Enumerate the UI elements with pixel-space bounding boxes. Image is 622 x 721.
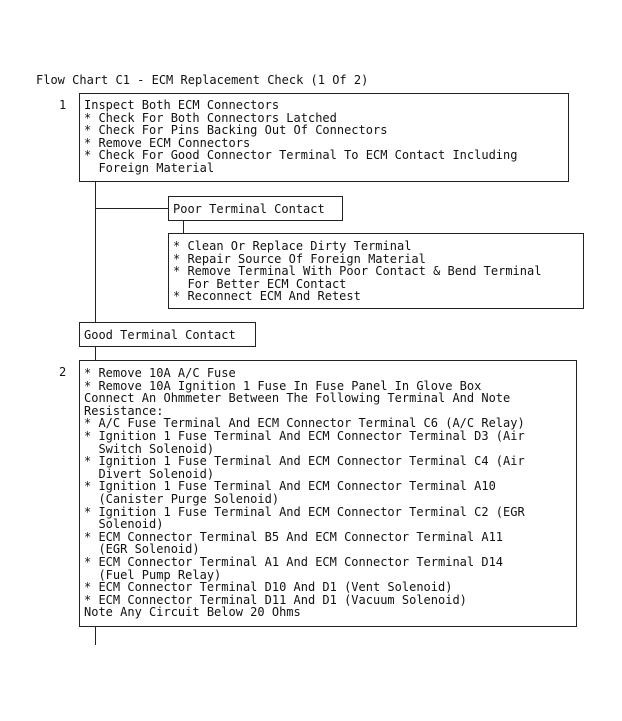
step-2-line: * Ignition 1 Fuse Terminal And ECM Connector Terminal C4 (Air <box>84 454 525 469</box>
step-2-line: Solenoid) <box>84 517 164 532</box>
poor-contact-action: For Better ECM Contact <box>173 276 347 291</box>
step-2-line: * A/C Fuse Terminal And ECM Connector Terminal C6 (A/C Relay) <box>84 416 525 431</box>
step-1-number: 1 <box>59 98 67 112</box>
step-2-number: 2 <box>59 365 67 379</box>
step-1-line: Inspect Both ECM Connectors <box>84 98 280 112</box>
poor-contact-action: * Repair Source Of Foreign Material <box>173 251 426 266</box>
step-2-line: * ECM Connector Terminal A1 And ECM Connector Terminal D14 <box>84 554 504 569</box>
poor-contact-action: * Remove Terminal With Poor Contact & Bend Terminal <box>173 264 542 279</box>
step-2-line: (Canister Purge Solenoid) <box>84 491 280 506</box>
step-1-line: * Check For Good Connector Terminal To ECM Contact Including <box>84 148 518 163</box>
main-flow-line-c <box>95 626 96 645</box>
step-2-line: * ECM Connector Terminal D11 And D1 (Vacuum Solenoid) <box>84 592 467 607</box>
step-1-box <box>79 93 569 182</box>
poor-contact-label: Poor Terminal Contact <box>173 202 325 216</box>
step-2-line: * Ignition 1 Fuse Terminal And ECM Connector Terminal D3 (Air <box>84 428 525 443</box>
poor-contact-label-box <box>168 196 343 221</box>
step-1-line: * Check For Pins Backing Out Of Connectors <box>84 123 388 138</box>
main-flow-line-a <box>95 182 96 323</box>
step-2-line: * ECM Connector Terminal D10 And D1 (Vent Solenoid) <box>84 580 453 595</box>
step-2-line: Note Any Circuit Below 20 Ohms <box>84 605 301 620</box>
step-2-line: * Remove 10A A/C Fuse <box>84 366 236 380</box>
step-2-line: Switch Solenoid) <box>84 441 215 456</box>
main-flow-line-b <box>95 346 96 361</box>
step-2-box <box>79 360 577 627</box>
step-2-line: Connect An Ohmmeter Between The Following Terminal And Note <box>84 391 511 406</box>
good-contact-label: Good Terminal Contact <box>84 328 236 342</box>
step-2-line: * Remove 10A Ignition 1 Fuse In Fuse Panel In Glove Box <box>84 378 482 393</box>
poor-contact-action: * Reconnect ECM And Retest <box>173 289 361 304</box>
step-2-line: (EGR Solenoid) <box>84 542 200 557</box>
step-2-line: * ECM Connector Terminal B5 And ECM Connector Terminal A11 <box>84 529 504 544</box>
chart-title: Flow Chart C1 - ECM Replacement Check (1 Of 2) <box>36 73 369 87</box>
step-2-line: Resistance: <box>84 403 164 418</box>
poor-to-action-line <box>183 220 184 234</box>
step-1-line: * Remove ECM Connectors <box>84 135 251 150</box>
step-2-line: * Ignition 1 Fuse Terminal And ECM Connector Terminal A10 <box>84 479 496 494</box>
step-2-line: (Fuel Pump Relay) <box>84 567 222 582</box>
poor-contact-actions-box <box>168 233 584 309</box>
step-2-line: Divert Solenoid) <box>84 466 215 481</box>
good-contact-label-box <box>79 322 256 347</box>
step-1-line: Foreign Material <box>84 160 215 175</box>
poor-contact-action: * Clean Or Replace Dirty Terminal <box>173 239 412 253</box>
branch-connector-poor <box>95 208 169 209</box>
step-2-line: * Ignition 1 Fuse Terminal And ECM Connector Terminal C2 (EGR <box>84 504 525 519</box>
step-1-line: * Check For Both Connectors Latched <box>84 110 337 125</box>
